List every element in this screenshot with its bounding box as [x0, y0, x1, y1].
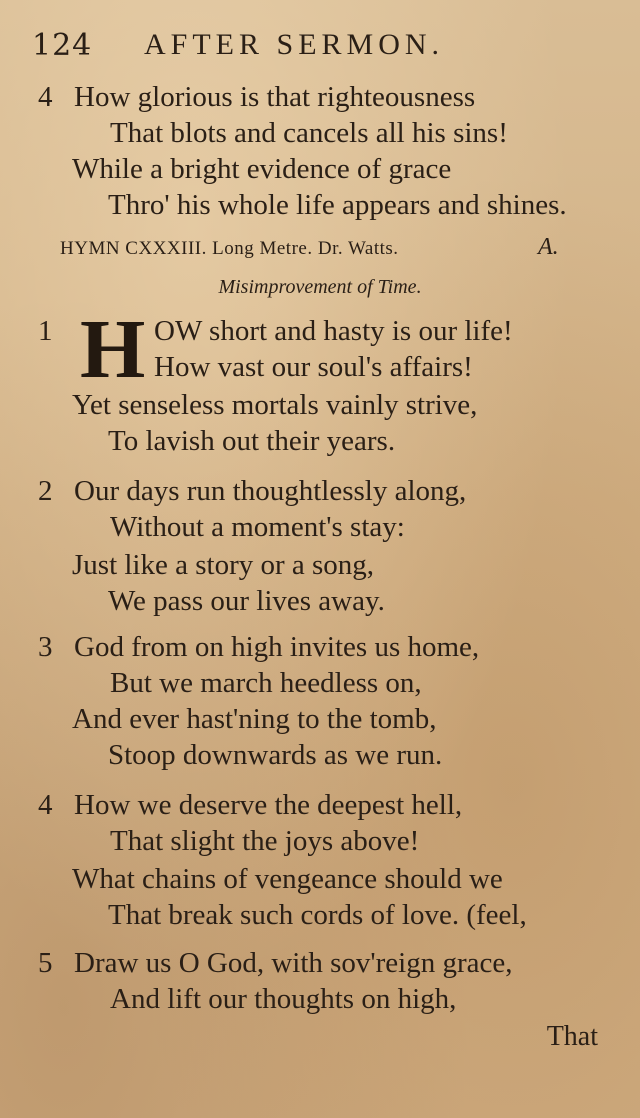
verse-line: OW short and hasty is our life!	[154, 315, 513, 347]
hymn-title: HYMN CXXXIII. Long Metre. Dr. Watts.	[60, 238, 399, 259]
verse-line: Just like a story or a song,	[72, 549, 375, 581]
verse-line: Draw us O God, with sov'reign grace,	[74, 947, 513, 979]
verse-line: That break such cords of love. (feel,	[108, 899, 527, 931]
verse-line: Our days run thoughtlessly along,	[74, 475, 467, 507]
verse-line: How glorious is that righteousness	[74, 81, 476, 113]
page-number: 124	[32, 28, 93, 63]
hymn-author-mark: A.	[538, 234, 559, 260]
running-title: AFTER SERMON.	[144, 28, 445, 61]
verse-line: While a bright evidence of grace	[72, 153, 452, 185]
verse-line: And lift our thoughts on high,	[110, 983, 457, 1015]
verse-number: 4	[38, 81, 53, 113]
verse-number: 5	[38, 947, 53, 979]
drop-cap: H	[80, 303, 146, 396]
verse-line: God from on high invites us home,	[74, 631, 480, 663]
verse-line: How vast our soul's affairs!	[154, 351, 473, 383]
verse-line: Without a moment's stay:	[110, 511, 405, 543]
running-head	[32, 28, 620, 68]
verse-line: And ever hast'ning to the tomb,	[72, 703, 437, 735]
verse-line: That blots and cancels all his sins!	[110, 117, 508, 149]
verse-line: That slight the joys above!	[110, 825, 420, 857]
verse-number: 4	[38, 789, 53, 821]
verse-number: 3	[38, 631, 53, 663]
verse-line: Stoop downwards as we run.	[108, 739, 443, 771]
catchword: That	[546, 1021, 598, 1052]
verse-number: 2	[38, 475, 53, 507]
verse-number: 1	[38, 315, 53, 347]
verse-line: Yet senseless mortals vainly strive,	[72, 389, 478, 421]
hymn-subject: Misimprovement of Time.	[218, 276, 422, 298]
verse-line: What chains of vengeance should we	[72, 863, 503, 895]
verse-line: But we march heedless on,	[110, 667, 422, 699]
verse-line: To lavish out their years.	[108, 425, 396, 457]
hymn-heading	[60, 234, 620, 260]
verse-line: How we deserve the deepest hell,	[74, 789, 463, 821]
verse-line: We pass our lives away.	[108, 585, 385, 617]
verse-line: Thro' his whole life appears and shines.	[108, 189, 567, 221]
